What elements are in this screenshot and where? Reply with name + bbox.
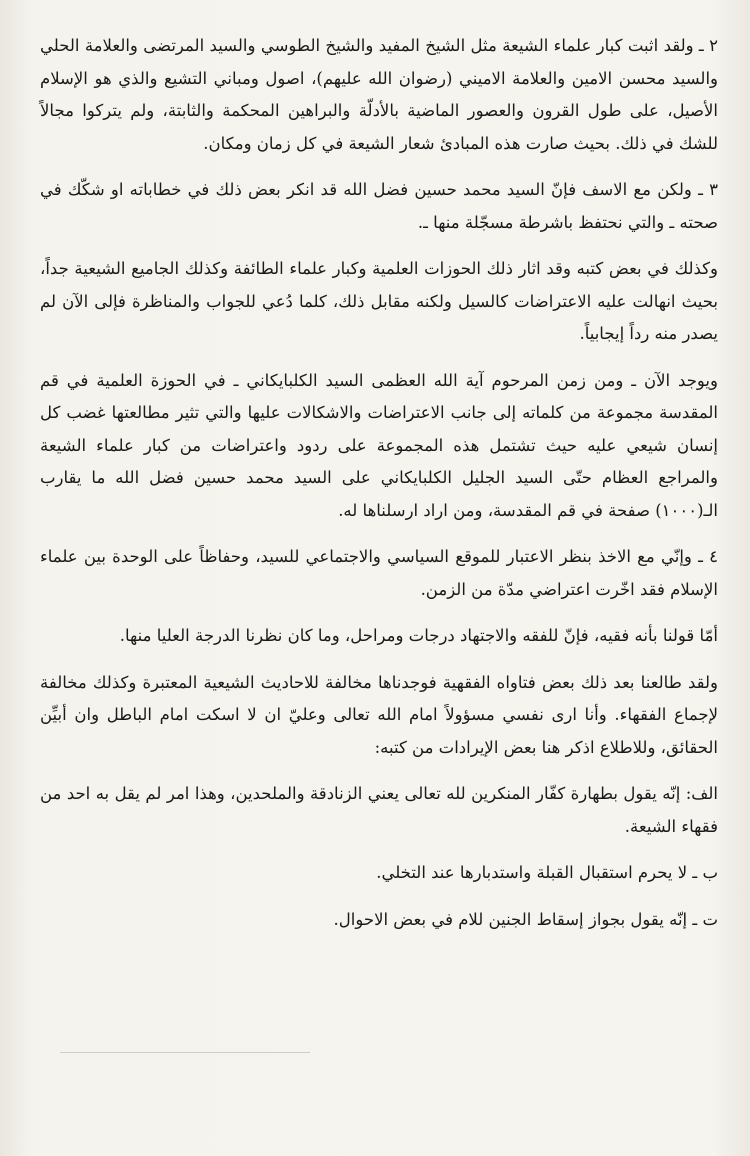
- item-ba: ب ـ لا يحرم استقبال القبلة واستدبارها عند التخلي.: [376, 863, 718, 882]
- paragraph-collection: ويوجد الآن ـ ومن زمن المرحوم آية الله العظمى السيد الكلبايكاني ـ في الحوزة العلمية في قم المقدسة مجموعة من كلماته إلى جانب الاعتراضات والاشكالات عليها والتي تثير مطالعتها غضب كل إنسان شيعي عليه حيث تشتمل هذه المجموعة على ردود واعتراضات من كبار علماء الشيعة والمراجع العظام حتّى السيد الجليل الكلبايكاني على السيد محمد حسين فضل الله ما يقارب الـ(١٠٠٠) صفحة في قم المقدسة، ومن اراد ارسلناها له.: [40, 370, 718, 520]
- paragraph-2: ٢ ـ ولقد اثبت كبار علماء الشيعة مثل الشيخ المفيد والشيخ الطوسي والسيد المرتضى والعلامة الحلي والسيد محسن الامين والعلامة الاميني (رضوان الله عليهم)، اصول ومباني التشيع والذي هو الإسلام الأصيل، على طول القرون والعصور الماضية بالأدلّة والبراهين المحكمة والثابتة، ولم يتركوا مجالاً للشك في ذلك. بحيث صارت هذه المبادئ شعار الشيعة في كل زمان ومكان.: [40, 36, 718, 153]
- item-alif: الف: إنّه يقول بطهارة كفّار المنكرين لله تعالى يعني الزنادقة والملحدين، وهذا امر لم يقل به احد من فقهاء الشيعة.: [40, 784, 718, 836]
- paragraph-4: ٤ ـ وإنّي مع الاخذ بنظر الاعتبار للموقع السياسي والاجتماعي للسيد، وحفاظاً على الوحدة بين علماء الإسلام فقد اخّرت اعتراضي مدّة من الزمن.: [40, 547, 718, 599]
- paragraph-3: ٣ ـ ولكن مع الاسف فإنّ السيد محمد حسين فضل الله قد انكر بعض ذلك في خطاباته او شكّك في صحته ـ والتي نحتفظ باشرطة مسجّلة منها ـ.: [40, 180, 718, 232]
- footnote-divider: [60, 1052, 310, 1053]
- paragraph-fatwas: ولقد طالعنا بعد ذلك بعض فتاواه الفقهية فوجدناها مخالفة للاحاديث الشيعية المعتبرة وكذلك مخالفة لإجماع الفقهاء. وأنا ارى نفسي مسؤولاً امام الله تعالى وعليّ ان لا اسكت امام الباطل وان أبيِّن الحقائق، وللاطلاع اذكر هنا بعض الإيرادات من كتبه:: [40, 672, 718, 757]
- paragraph-faqih: أمّا قولنا بأنه فقيه، فإنّ للفقه والاجتهاد درجات ومراحل، وما كان نظرنا الدرجة العليا منها.: [119, 626, 718, 645]
- paragraph-books: وكذلك في بعض كتبه وقد اثار ذلك الحوزات العلمية وكبار علماء الطائفة وكذلك الجاميع الشيعية جداً، بحيث انهالت عليه الاعتراضات كالسيل ولكنه مقابل ذلك، كلما دُعي للجواب والمناظرة فإلى الآن لم يصدر منه رداً إيجابياً.: [40, 259, 718, 343]
- document-body: [40, 30, 718, 950]
- item-ta: ت ـ إنّه يقول بجواز إسقاط الجنين للام في بعض الاحوال.: [333, 909, 718, 929]
